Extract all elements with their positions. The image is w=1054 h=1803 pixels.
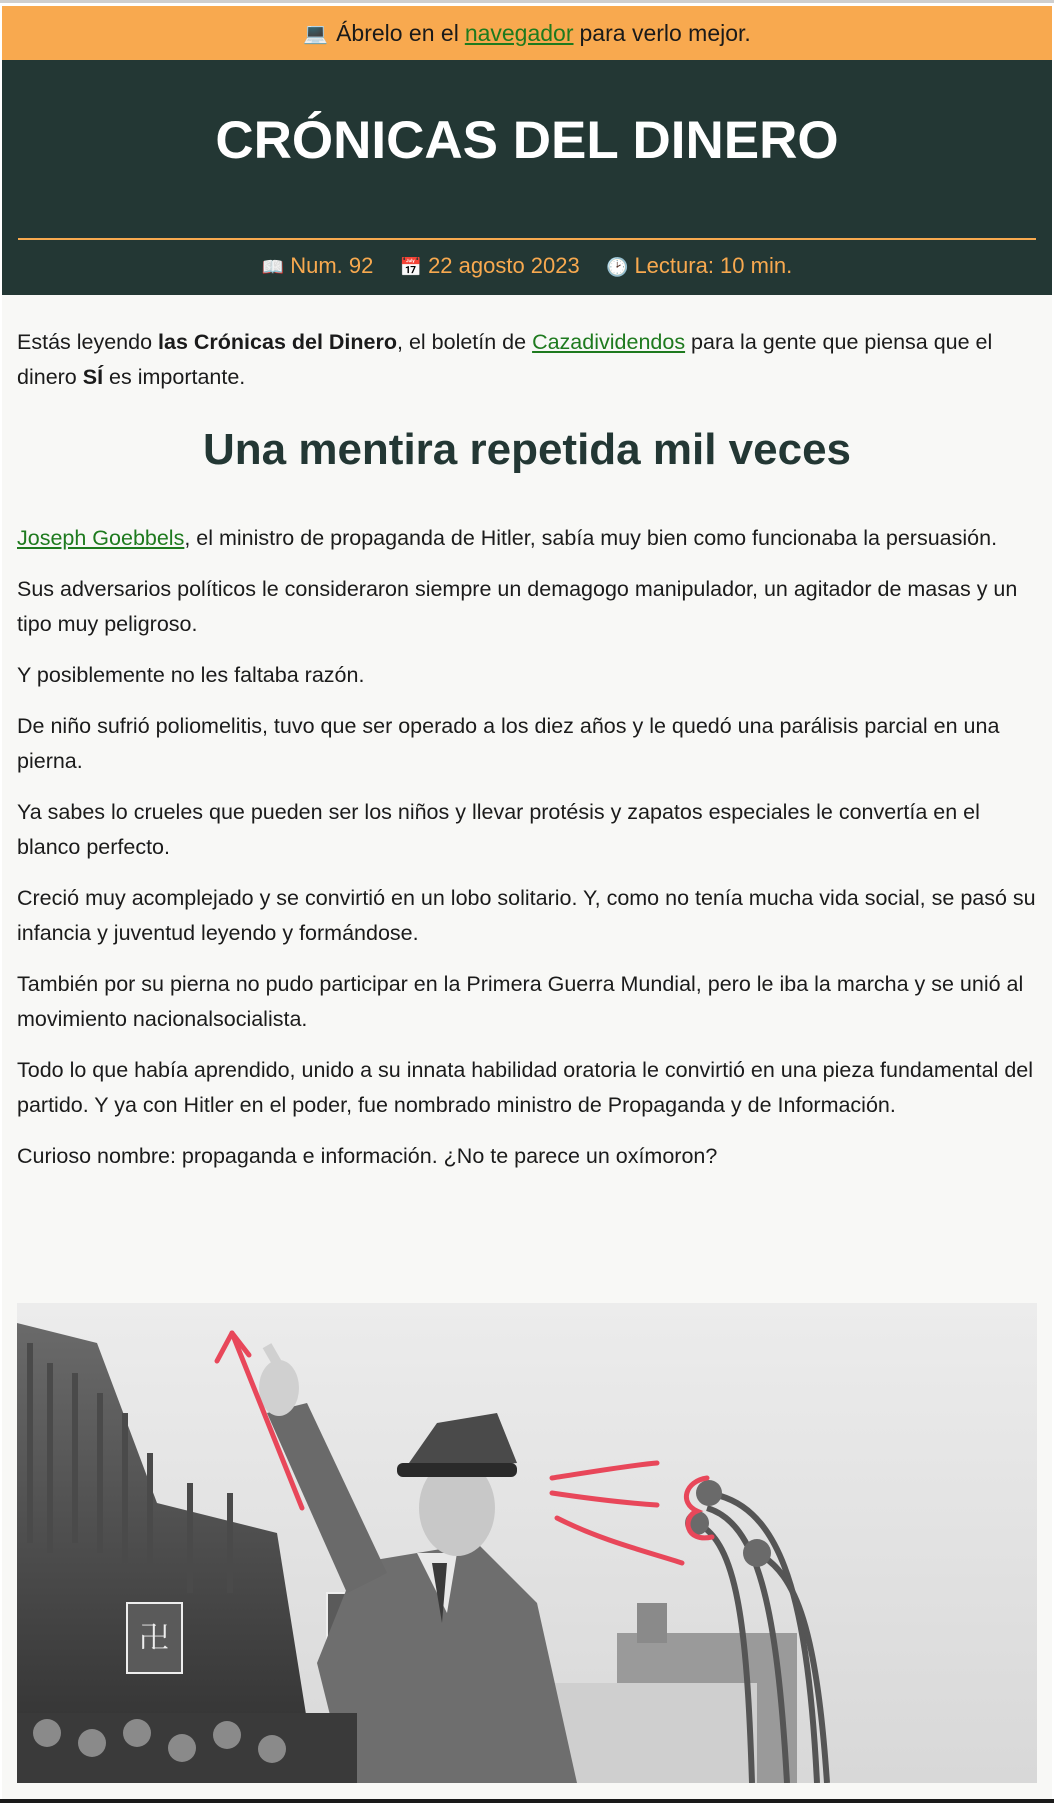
article-paragraph: También por su pierna no pudo participar en la Primera Guerra Mundial, pero le iba la marcha y se unió al movimiento nacionalsocialista. xyxy=(17,972,1024,1031)
article-content xyxy=(2,295,1052,1803)
article-paragraph: Todo lo que había aprendido, unido a su innata habilidad oratoria le convirtió en una pieza fundamental del partido. Y ya con Hitler en el poder, fue nombrado ministro de Propaganda y de Información. xyxy=(17,1058,1034,1117)
cazadividendos-link[interactable]: Cazadividendos xyxy=(532,330,686,354)
issue-date: 22 agosto 2023 xyxy=(428,253,580,278)
calendar-icon: 📅 xyxy=(399,257,423,277)
book-icon: 📖 xyxy=(261,257,285,277)
article-paragraph: Sus adversarios políticos le consideraron siempre un demagogo manipulador, un agitador de masas y un tipo muy peligroso. xyxy=(17,577,1018,636)
speech-photo xyxy=(17,1303,1037,1783)
paragraph-text: , el ministro de propaganda de Hitler, sabía muy bien como funcionaba la persuasión. xyxy=(184,526,998,550)
article-paragraph: Y posiblemente no les faltaba razón. xyxy=(17,663,365,687)
article-paragraph: De niño sufrió poliomelitis, tuvo que ser operado a los diez años y le quedó una parálisis parcial en una pierna. xyxy=(17,714,1000,773)
article-paragraph: Ya sabes lo crueles que pueden ser los niños y llevar protésis y zapatos especiales le convertía en el blanco perfecto. xyxy=(17,800,980,859)
article-paragraph: Curioso nombre: propaganda e información. ¿No te parece un oxímoron? xyxy=(17,1144,718,1168)
article-paragraph xyxy=(17,521,1037,556)
article-paragraph: Creció muy acomplejado y se convirtió en un lobo solitario. Y, como no tenía mucha vida social, se pasó su infancia y juventud leyendo y formándose. xyxy=(17,886,1036,945)
open-in-browser-banner xyxy=(2,6,1052,60)
intro-paragraph xyxy=(17,325,1037,395)
intro-bold: SÍ xyxy=(82,365,104,389)
intro-bold: las Crónicas del Dinero xyxy=(158,330,397,354)
newsletter-title: CRÓNICAS DEL DINERO xyxy=(215,111,839,170)
goebbels-link[interactable]: Joseph Goebbels xyxy=(17,526,185,550)
masthead-divider xyxy=(18,238,1036,240)
article-body xyxy=(17,521,1037,1190)
issue-meta xyxy=(2,253,1052,279)
intro-text: es importante. xyxy=(103,365,246,389)
reading-time: Lectura: 10 min. xyxy=(634,253,793,278)
svg-text:卍: 卍 xyxy=(139,1621,169,1656)
masthead xyxy=(2,60,1052,295)
issue-number: Num. 92 xyxy=(290,253,374,278)
laptop-icon: 💻 xyxy=(303,22,329,45)
intro-text: Estás leyendo xyxy=(17,330,159,354)
intro-text: , el boletín de xyxy=(397,330,533,354)
clock-icon: 🕑 xyxy=(606,257,629,277)
banner-suffix: para verlo mejor. xyxy=(579,19,751,46)
article-headline: Una mentira repetida mil veces xyxy=(202,425,852,474)
browser-link[interactable]: navegador xyxy=(464,19,574,46)
intro-text: para la gente que piensa que el dinero xyxy=(17,330,993,389)
speech-photo-illustration xyxy=(17,1303,1037,1783)
banner-prefix: Ábrelo en el xyxy=(336,19,459,46)
